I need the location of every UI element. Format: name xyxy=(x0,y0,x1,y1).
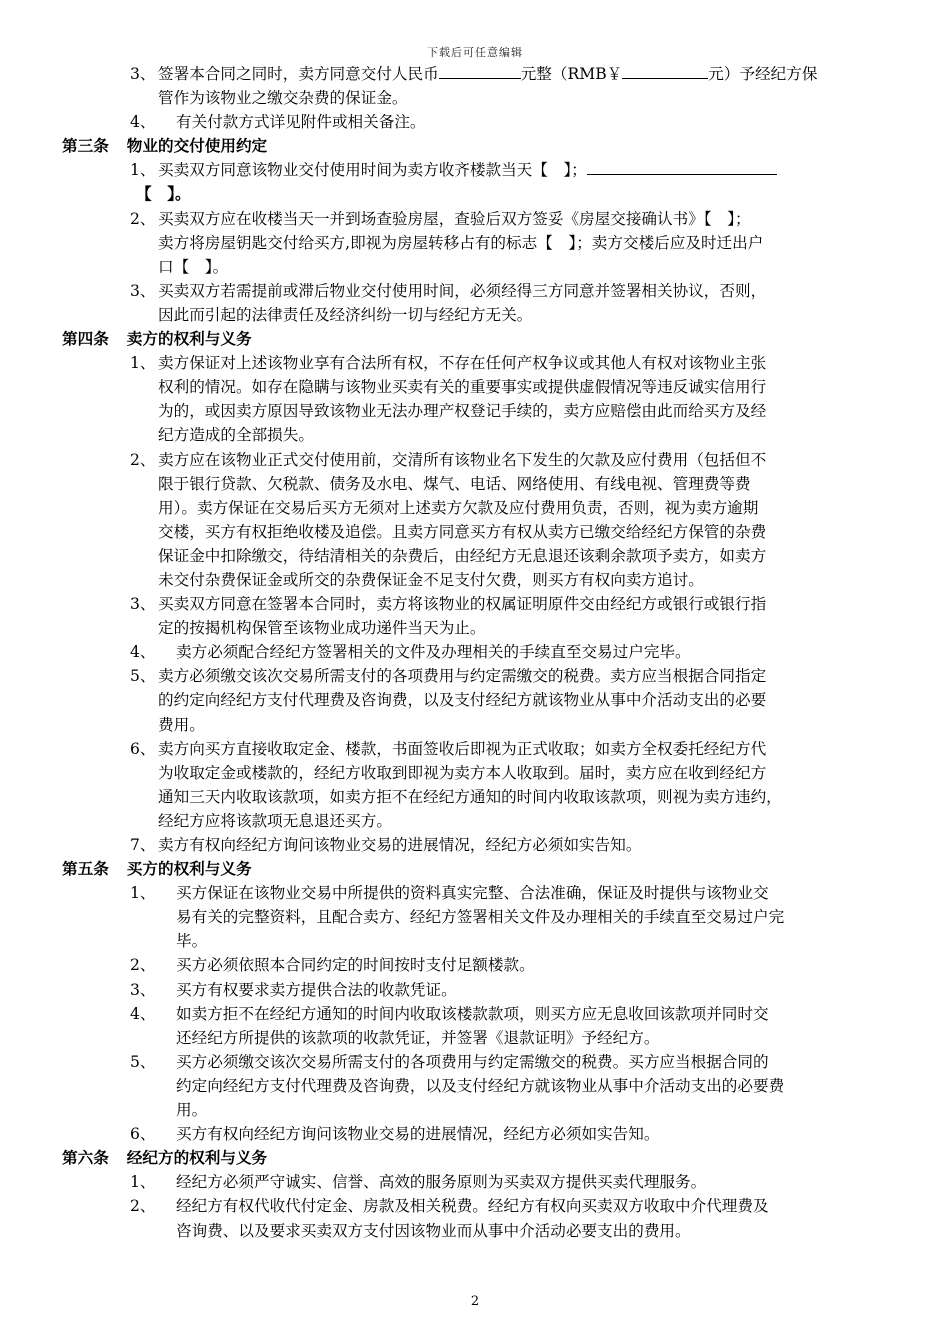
clause-line: 【 】。 xyxy=(136,185,191,204)
clause-5-5 xyxy=(62,1050,912,1122)
clause-number: 4、 xyxy=(130,1004,156,1023)
clause-line: 为收取定金或楼款的，经纪方收取到即视为卖方本人收取到。届时，卖方应在收到经纪方 xyxy=(158,763,767,782)
section-number: 第三条 xyxy=(62,137,109,156)
clause-line: 经纪方有权代收代付定金、房款及相关税费。经纪方有权向买卖双方收取中介代理费及 xyxy=(176,1197,769,1216)
clause-number: 3、 xyxy=(130,980,156,999)
section-title: 物业的交付使用约定 xyxy=(126,137,268,156)
clause-line: 限于银行贷款、欠税款、债务及水电、煤气、电话、网络使用、有线电视、管理费等费 xyxy=(158,474,751,493)
section-number: 第五条 xyxy=(62,860,109,879)
clause-line: 买方保证在该物业交易中所提供的资料真实完整、合法准确，保证及时提供与该物业交 xyxy=(176,884,769,903)
clause-5-6 xyxy=(62,1122,912,1146)
section-heading-4 xyxy=(62,327,912,351)
clause-line: 卖方将房屋钥匙交付给买方,即视为房屋转移占有的标志【 】；卖方交楼后应及时迁出户 xyxy=(158,233,764,252)
clause-number: 2、 xyxy=(130,450,156,469)
clause-line: 约定向经纪方支付代理费及咨询费，以及支付经纪方就该物业从事中介活动支出的必要费 xyxy=(176,1076,785,1095)
clause-line: 卖方保证对上述该物业享有合法所有权，不存在任何产权争议或其他人有权对该物业主张 xyxy=(158,354,767,373)
clause-line: 咨询费、以及要求买卖双方支付因该物业而从事中介活动必要支出的费用。 xyxy=(176,1221,691,1240)
clause-number: 3、 xyxy=(130,595,156,614)
clause-4-3 xyxy=(62,592,912,640)
clause-3-3 xyxy=(62,279,912,327)
clause-line: 交楼，买方有权拒绝收楼及追偿。且卖方同意买方有权从卖方已缴交给经纪方保管的杂费 xyxy=(158,522,767,541)
clause-number: 2、 xyxy=(130,956,156,975)
clause-4-7 xyxy=(62,833,912,857)
section-title: 买方的权利与义务 xyxy=(126,860,252,879)
clause-line xyxy=(158,62,912,86)
clause-line: 权利的情况。如存在隐瞒与该物业买卖有关的重要事实或提供虚假情况等违反诚实信用行 xyxy=(158,378,767,397)
clause-line: 管作为该物业之缴交杂费的保证金。 xyxy=(158,89,408,108)
clause-2-4 xyxy=(62,110,912,134)
clause-number: 4、 xyxy=(130,113,156,132)
clause-3-1 xyxy=(62,158,912,206)
page-number: 2 xyxy=(470,1294,480,1309)
clause-text: 元整（RMB￥ xyxy=(520,65,623,83)
section-number: 第六条 xyxy=(62,1149,109,1168)
clause-line: 买方有权要求卖方提供合法的收款凭证。 xyxy=(176,980,457,999)
clause-number: 1、 xyxy=(130,161,156,180)
clause-5-1 xyxy=(62,881,912,953)
clause-line: 买卖双方应在收楼当天一并到场查验房屋，查验后双方签妥《房屋交接确认书》【 】； xyxy=(158,209,751,228)
clause-line: 纪方造成的全部损失。 xyxy=(158,426,314,445)
date-blank xyxy=(587,158,777,175)
clause-line: 卖方必须配合经纪方签署相关的文件及办理相关的手续直至交易过户完毕。 xyxy=(176,643,691,662)
clause-line: 卖方向买方直接收取定金、楼款，书面签收后即视为正式收取；如卖方全权委托经纪方代 xyxy=(158,739,767,758)
clause-number: 2、 xyxy=(130,1197,156,1216)
clause-line: 毕。 xyxy=(176,932,208,951)
clause-line: 为的，或因卖方原因导致该物业无法办理产权登记手续的，卖方应赔偿由此而给买方及经 xyxy=(158,402,767,421)
amount-blank xyxy=(439,62,521,79)
clause-number: 6、 xyxy=(130,739,156,758)
clause-number: 2、 xyxy=(130,209,156,228)
clause-line: 口【 】。 xyxy=(158,257,229,276)
clause-line: 卖方有权向经纪方询问该物业交易的进展情况，经纪方必须如实告知。 xyxy=(158,836,642,854)
section-title: 经纪方的权利与义务 xyxy=(126,1149,268,1168)
clause-line: 经纪方应将该款项无息退还买方。 xyxy=(158,811,392,830)
clause-number: 5、 xyxy=(130,667,156,686)
rmb-amount-blank xyxy=(622,62,708,79)
clause-line: 卖方必须缴交该次交易所需支付的各项费用与约定需缴交的税费。卖方应当根据合同指定 xyxy=(158,667,767,686)
clause-line xyxy=(158,158,912,182)
section-heading-5 xyxy=(62,857,912,881)
section-6-clauses xyxy=(62,1170,912,1242)
clause-line: 费用。 xyxy=(158,715,205,734)
clause-line: 经纪方必须严守诚实、信誉、高效的服务原则为买卖双方提供买卖代理服务。 xyxy=(176,1173,707,1192)
clause-line: 定的按揭机构保管至该物业成功递件当天为止。 xyxy=(158,619,486,638)
section-4-clauses xyxy=(62,351,912,857)
clause-line: 卖方应在该物业正式交付使用前，交清所有该物业名下发生的欠款及应付费用（包括但不 xyxy=(158,450,767,469)
page-header: 下载后可任意编辑 xyxy=(427,46,523,59)
document-body xyxy=(62,62,912,1243)
clause-number: 5、 xyxy=(130,1052,156,1071)
clause-4-5 xyxy=(62,664,912,736)
clause-4-6 xyxy=(62,737,912,833)
clause-2-3 xyxy=(62,62,912,110)
clause-text: 买卖双方同意该物业交付使用时间为卖方收齐楼款当天【 】； xyxy=(158,161,587,180)
clause-4-1 xyxy=(62,351,912,447)
clause-line: 买方有权向经纪方询问该物业交易的进展情况，经纪方必须如实告知。 xyxy=(176,1125,660,1144)
clause-line: 用。 xyxy=(176,1101,208,1120)
clause-5-4 xyxy=(62,1002,912,1050)
clause-line: 买方必须缴交该次交易所需支付的各项费用与约定需缴交的税费。买方应当根据合同的 xyxy=(176,1052,769,1071)
clause-4-2 xyxy=(62,448,912,593)
clause-line: 的约定向经纪方支付代理费及咨询费，以及支付经纪方就该物业从事中介活动支出的必要 xyxy=(158,691,767,710)
clause-number: 1、 xyxy=(130,354,156,373)
clause-number: 3、 xyxy=(130,281,156,300)
clause-5-3 xyxy=(62,978,912,1002)
clause-5-2 xyxy=(62,953,912,977)
clause-number: 3、 xyxy=(130,65,156,83)
clause-line: 买卖双方若需提前或滞后物业交付使用时间，必须经得三方同意并签署相关协议，否则， xyxy=(158,281,767,300)
section-title: 卖方的权利与义务 xyxy=(126,330,252,349)
clause-line: 易有关的完整资料，且配合卖方、经纪方签署相关文件及办理相关的手续直至交易过户完 xyxy=(176,908,785,927)
clause-6-2 xyxy=(62,1194,912,1242)
clause-text: 签署本合同之同时，卖方同意交付人民币 xyxy=(158,65,439,83)
clause-number: 6、 xyxy=(130,1125,156,1144)
clause-line: 如卖方拒不在经纪方通知的时间内收取该楼款款项，则买方应无息收回该款项并同时交 xyxy=(176,1004,769,1023)
clause-line: 因此而引起的法律责任及经济纠纷一切与经纪方无关。 xyxy=(158,305,533,324)
clause-line: 还经纪方所提供的该款项的收款凭证，并签署《退款证明》予经纪方。 xyxy=(176,1028,660,1047)
section-number: 第四条 xyxy=(62,330,109,349)
clause-line: 未交付杂费保证金或所交的杂费保证金不足支付欠费，则买方有权向卖方追讨。 xyxy=(158,570,704,589)
clause-number: 1、 xyxy=(130,884,156,903)
clause-4-4 xyxy=(62,640,912,664)
clause-line: 买卖双方同意在签署本合同时，卖方将该物业的权属证明原件交由经纪方或银行或银行指 xyxy=(158,595,767,614)
clause-line: 有关付款方式详见附件或相关备注。 xyxy=(176,113,426,132)
clause-3-2 xyxy=(62,207,912,279)
section-heading-6 xyxy=(62,1146,912,1170)
clause-line: 买方必须依照本合同约定的时间按时支付足额楼款。 xyxy=(176,956,535,975)
clause-number: 1、 xyxy=(130,1173,156,1192)
clause-line: 用）。卖方保证在交易后买方无须对上述卖方欠款及应付费用负责，否则，视为卖方逾期 xyxy=(158,498,759,517)
clause-line: 保证金中扣除缴交，待结清相关的杂费后，由经纪方无息退还该剩余款项予卖方，如卖方 xyxy=(158,546,767,565)
clause-number: 4、 xyxy=(130,643,156,662)
clause-line: 通知三天内收取该款项，如卖方拒不在经纪方通知的时间内收取该款项，则视为卖方违约， xyxy=(158,787,782,806)
clause-6-1 xyxy=(62,1170,912,1194)
section-5-clauses xyxy=(62,881,912,1146)
section-heading-3 xyxy=(62,134,912,158)
clause-text: 元）予经纪方保 xyxy=(708,65,818,83)
clause-number: 7、 xyxy=(130,836,156,854)
